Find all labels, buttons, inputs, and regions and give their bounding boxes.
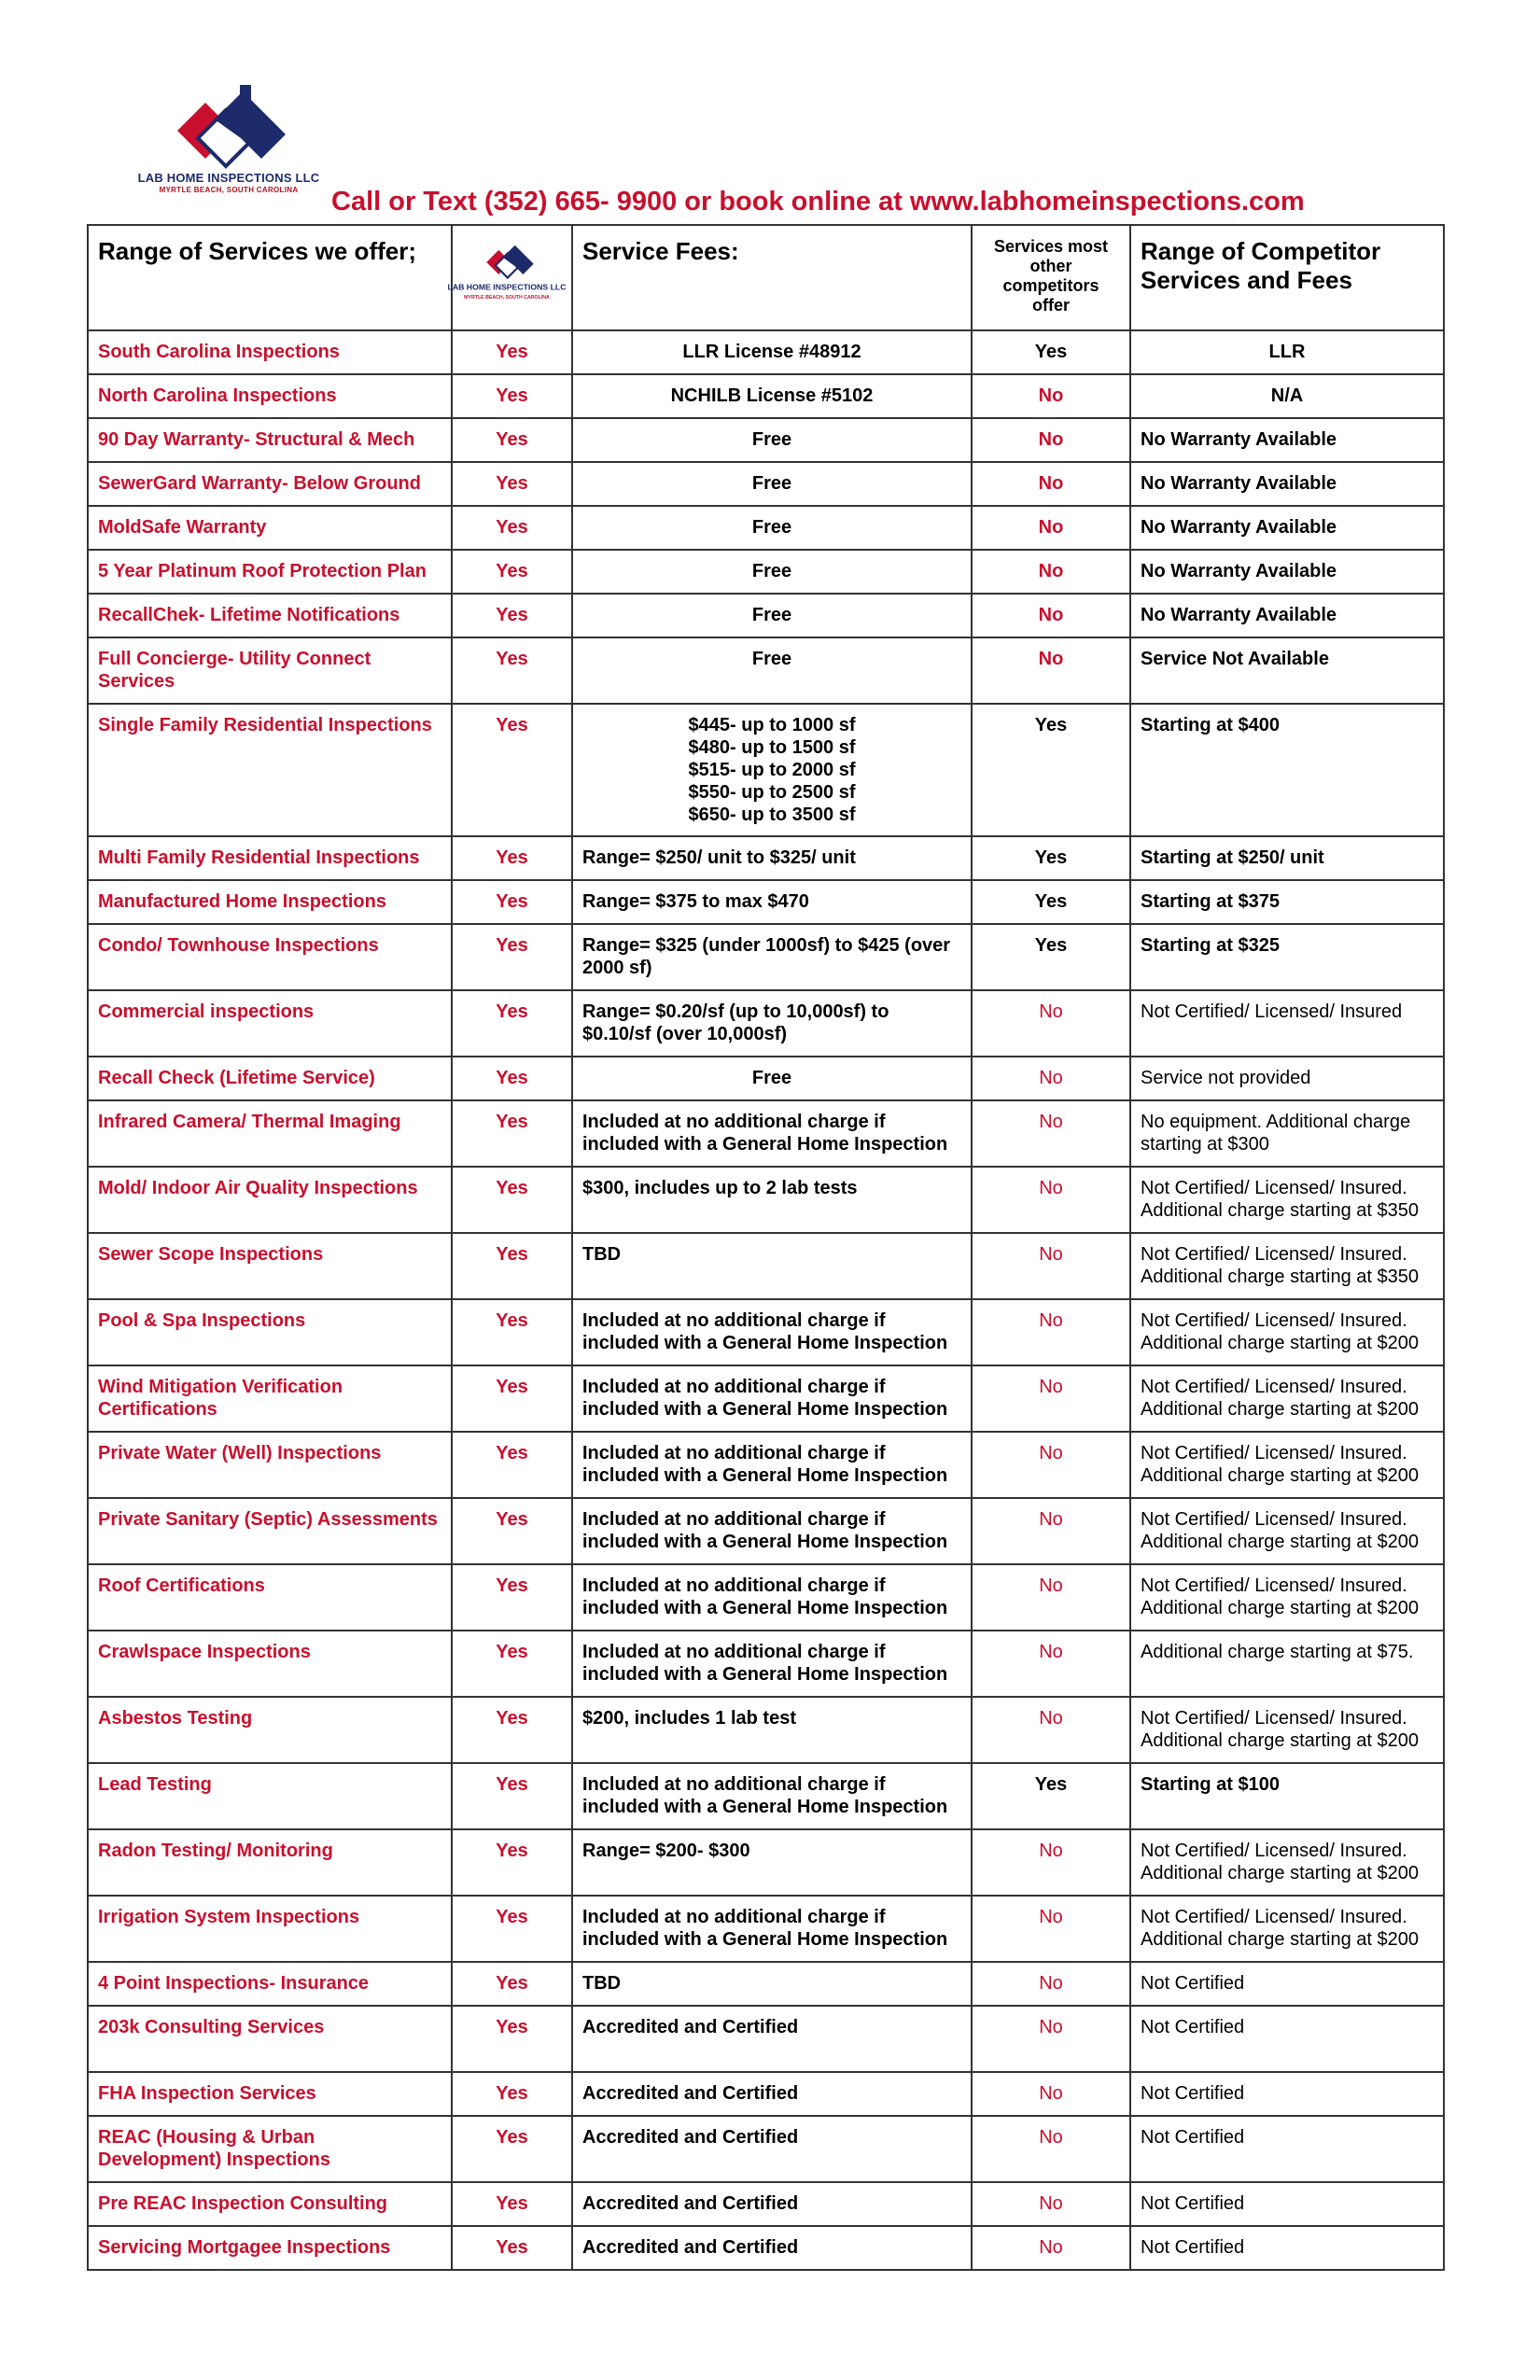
service-name-cell: Single Family Residential Inspections (88, 704, 452, 836)
fee-cell: Free (572, 506, 972, 550)
competitor-offer-cell: No (972, 1896, 1130, 1962)
competitor-offer-cell: No (972, 990, 1130, 1057)
service-name-cell: MoldSafe Warranty (88, 506, 452, 550)
competitor-offer-cell: Yes (972, 924, 1130, 990)
competitor-offer-cell: No (972, 2182, 1130, 2226)
fee-cell: Range= $250/ unit to $325/ unit (572, 836, 972, 880)
offer-cell: Yes (452, 1167, 572, 1233)
table-row (88, 418, 1444, 462)
competitor-offer-cell: No (972, 1829, 1130, 1896)
fee-cell: LLR License #48912 (572, 330, 972, 374)
competitor-offer-cell: No (972, 1167, 1130, 1233)
competitor-range-cell: No Warranty Available (1130, 550, 1444, 594)
competitor-offer-cell: No (972, 2116, 1130, 2182)
table-body (88, 330, 1444, 2270)
header-fees: Service Fees: (572, 225, 972, 330)
competitor-offer-cell: No (972, 2072, 1130, 2116)
competitor-range-cell: Not Certified (1130, 2006, 1444, 2072)
header-row (88, 225, 1444, 330)
offer-cell: Yes (452, 550, 572, 594)
service-name-cell: Wind Mitigation Verification Certifications (88, 1365, 452, 1432)
offer-cell: Yes (452, 2072, 572, 2116)
fee-cell: Included at no additional charge if included with a General Home Inspection (572, 1896, 972, 1962)
table-row (88, 1896, 1444, 1962)
fee-cell: Free (572, 594, 972, 637)
service-name-cell: Condo/ Townhouse Inspections (88, 924, 452, 990)
competitor-offer-cell: No (972, 1564, 1130, 1631)
service-name-cell: RecallChek- Lifetime Notifications (88, 594, 452, 637)
header-range: Range of Competitor Services and Fees (1130, 225, 1444, 330)
competitor-range-cell: Not Certified/ Licensed/ Insured. Additional charge starting at $200 (1130, 1299, 1444, 1365)
competitor-range-cell: Not Certified (1130, 2116, 1444, 2182)
offer-cell: Yes (452, 418, 572, 462)
competitor-offer-cell: Yes (972, 1763, 1130, 1829)
service-name-cell: Mold/ Indoor Air Quality Inspections (88, 1167, 452, 1233)
service-name-cell: Servicing Mortgagee Inspections (88, 2226, 452, 2270)
fee-cell: Included at no additional charge if included with a General Home Inspection (572, 1432, 972, 1498)
table-row (88, 462, 1444, 506)
competitor-offer-cell: No (972, 1631, 1130, 1697)
offer-cell: Yes (452, 1233, 572, 1299)
competitor-range-cell: Additional charge starting at $75. (1130, 1631, 1444, 1697)
competitor-offer-cell: No (972, 1365, 1130, 1432)
call-to-action[interactable]: Call or Text (352) 665- 9900 or book online at www.labhomeinspections.com (331, 187, 1305, 217)
service-name-cell: 203k Consulting Services (88, 2006, 452, 2072)
table-row (88, 506, 1444, 550)
header-logo (447, 225, 572, 330)
fee-cell: Accredited and Certified (572, 2226, 972, 2270)
competitor-offer-cell: No (972, 1299, 1130, 1365)
competitor-range-cell: Not Certified (1130, 1962, 1444, 2006)
table-row (88, 1233, 1444, 1299)
service-name-cell: Sewer Scope Inspections (88, 1233, 452, 1299)
table-row (88, 1299, 1444, 1365)
fee-cell: Accredited and Certified (572, 2006, 972, 2072)
fee-cell: Included at no additional charge if included with a General Home Inspection (572, 1631, 972, 1697)
competitor-range-cell: No Warranty Available (1130, 418, 1444, 462)
table-row (88, 704, 1444, 836)
service-name-cell: Irrigation System Inspections (88, 1896, 452, 1962)
fee-cell: Range= $200- $300 (572, 1829, 972, 1896)
service-name-cell: Radon Testing/ Monitoring (88, 1829, 452, 1896)
table-row (88, 1962, 1444, 2006)
competitor-range-cell: Not Certified (1130, 2072, 1444, 2116)
table-row (88, 836, 1444, 880)
offer-cell: Yes (452, 1432, 572, 1498)
table-row (88, 594, 1444, 637)
fee-cell: Included at no additional charge if included with a General Home Inspection (572, 1100, 972, 1167)
table-row (88, 330, 1444, 374)
offer-cell: Yes (452, 1631, 572, 1697)
fee-cell: Free (572, 418, 972, 462)
service-name-cell: Full Concierge- Utility Connect Services (88, 637, 452, 704)
competitor-range-cell: N/A (1130, 374, 1444, 418)
header-logo-icon (447, 237, 567, 306)
service-name-cell: Private Water (Well) Inspections (88, 1432, 452, 1498)
table-row (88, 2226, 1444, 2270)
competitor-range-cell: Not Certified/ Licensed/ Insured. Additional charge starting at $200 (1130, 1896, 1444, 1962)
fee-cell: Included at no additional charge if included with a General Home Inspection (572, 1365, 972, 1432)
offer-cell: Yes (452, 594, 572, 637)
competitor-range-cell: No Warranty Available (1130, 594, 1444, 637)
fee-cell: Included at no additional charge if included with a General Home Inspection (572, 1763, 972, 1829)
fee-cell: Accredited and Certified (572, 2116, 972, 2182)
offer-cell: Yes (452, 2116, 572, 2182)
service-name-cell: Pre REAC Inspection Consulting (88, 2182, 452, 2226)
competitor-offer-cell: No (972, 1432, 1130, 1498)
competitor-range-cell: Not Certified/ Licensed/ Insured (1130, 990, 1444, 1057)
service-name-cell: Private Sanitary (Septic) Assessments (88, 1498, 452, 1564)
service-name-cell: SewerGard Warranty- Below Ground (88, 462, 452, 506)
fee-cell: Accredited and Certified (572, 2072, 972, 2116)
competitor-range-cell: LLR (1130, 330, 1444, 374)
service-name-cell: Asbestos Testing (88, 1697, 452, 1763)
fee-line: $445- up to 1000 sf (688, 715, 856, 735)
competitor-range-cell: Starting at $325 (1130, 924, 1444, 990)
service-name-cell: South Carolina Inspections (88, 330, 452, 374)
competitor-offer-cell: No (972, 506, 1130, 550)
fee-line: $550- up to 2500 sf (688, 782, 856, 803)
service-name-cell: Lead Testing (88, 1763, 452, 1829)
competitor-offer-cell: No (972, 1100, 1130, 1167)
offer-cell: Yes (452, 506, 572, 550)
brand-name: LAB HOME INSPECTIONS LLC (137, 171, 320, 185)
competitor-offer-cell: No (972, 1498, 1130, 1564)
service-name-cell: Infrared Camera/ Thermal Imaging (88, 1100, 452, 1167)
table-row (88, 1498, 1444, 1564)
offer-cell: Yes (452, 1100, 572, 1167)
fee-cell: Free (572, 462, 972, 506)
competitor-range-cell: Not Certified/ Licensed/ Insured. Additional charge starting at $200 (1130, 1829, 1444, 1896)
competitor-offer-cell: No (972, 374, 1130, 418)
table-row (88, 1432, 1444, 1498)
fee-cell: Free (572, 1057, 972, 1100)
service-name-cell: Commercial inspections (88, 990, 452, 1057)
competitor-range-cell: Not Certified/ Licensed/ Insured. Additional charge starting at $200 (1130, 1697, 1444, 1763)
offer-cell: Yes (452, 637, 572, 704)
fee-line: $480- up to 1500 sf (688, 737, 856, 758)
header-competitors: Services most other competitors offer (972, 225, 1130, 330)
offer-cell: Yes (452, 880, 572, 924)
services-table (87, 224, 1445, 2271)
offer-cell: Yes (452, 2226, 572, 2270)
offer-cell: Yes (452, 2182, 572, 2226)
competitor-range-cell: Not Certified (1130, 2226, 1444, 2270)
table-row (88, 2116, 1444, 2182)
competitor-offer-cell: No (972, 2006, 1130, 2072)
fee-cell: TBD (572, 1233, 972, 1299)
offer-cell: Yes (452, 1896, 572, 1962)
fee-cell: TBD (572, 1962, 972, 2006)
competitor-range-cell: Not Certified/ Licensed/ Insured. Additional charge starting at $200 (1130, 1432, 1444, 1498)
offer-cell: Yes (452, 1564, 572, 1631)
table-row (88, 2006, 1444, 2072)
fee-cell: Free (572, 637, 972, 704)
offer-cell: Yes (452, 1365, 572, 1432)
brand-location: MYRTLE BEACH, SOUTH CAROLINA (159, 186, 299, 194)
competitor-offer-cell: No (972, 1233, 1130, 1299)
offer-cell: Yes (452, 1697, 572, 1763)
offer-cell: Yes (452, 1829, 572, 1896)
competitor-offer-cell: No (972, 637, 1130, 704)
table-row (88, 1100, 1444, 1167)
competitor-range-cell: Not Certified/ Licensed/ Insured. Additional charge starting at $200 (1130, 1365, 1444, 1432)
offer-cell: Yes (452, 990, 572, 1057)
service-name-cell: 5 Year Platinum Roof Protection Plan (88, 550, 452, 594)
competitor-range-cell: Starting at $250/ unit (1130, 836, 1444, 880)
fee-cell: Included at no additional charge if included with a General Home Inspection (572, 1498, 972, 1564)
service-name-cell: Crawlspace Inspections (88, 1631, 452, 1697)
competitor-range-cell: Not Certified/ Licensed/ Insured. Additional charge starting at $200 (1130, 1498, 1444, 1564)
offer-cell: Yes (452, 1498, 572, 1564)
competitor-offer-cell: No (972, 462, 1130, 506)
offer-cell: Yes (452, 2006, 572, 2072)
service-name-cell: REAC (Housing & Urban Development) Inspections (88, 2116, 452, 2182)
competitor-range-cell: No equipment. Additional charge starting at $300 (1130, 1100, 1444, 1167)
competitor-range-cell: Service not provided (1130, 1057, 1444, 1100)
offer-cell: Yes (452, 462, 572, 506)
competitor-range-cell: Starting at $375 (1130, 880, 1444, 924)
table-row (88, 1057, 1444, 1100)
fee-cell: $200, includes 1 lab test (572, 1697, 972, 1763)
svg-text:LAB HOME INSPECTIONS LLC: LAB HOME INSPECTIONS LLC (447, 282, 567, 292)
table-row (88, 880, 1444, 924)
competitor-range-cell: Not Certified (1130, 2182, 1444, 2226)
offer-cell: Yes (452, 836, 572, 880)
table-row (88, 1763, 1444, 1829)
competitor-offer-cell: No (972, 550, 1130, 594)
table-row (88, 1829, 1444, 1896)
service-name-cell: Roof Certifications (88, 1564, 452, 1631)
fee-cell: Range= $375 to max $470 (572, 880, 972, 924)
service-name-cell: Manufactured Home Inspections (88, 880, 452, 924)
table-row (88, 550, 1444, 594)
competitor-range-cell: Not Certified/ Licensed/ Insured. Additional charge starting at $350 (1130, 1167, 1444, 1233)
table-row (88, 1167, 1444, 1233)
competitor-range-cell: Starting at $100 (1130, 1763, 1444, 1829)
service-name-cell: 90 Day Warranty- Structural & Mech (88, 418, 452, 462)
competitor-offer-cell: Yes (972, 330, 1130, 374)
competitor-offer-cell: No (972, 418, 1130, 462)
fee-cell: Range= $325 (under 1000sf) to $425 (over 2000 sf) (572, 924, 972, 990)
competitor-offer-cell: Yes (972, 836, 1130, 880)
offer-cell: Yes (452, 1299, 572, 1365)
competitor-range-cell: Not Certified/ Licensed/ Insured. Additional charge starting at $200 (1130, 1564, 1444, 1631)
table-row (88, 1564, 1444, 1631)
competitor-range-cell: Service Not Available (1130, 637, 1444, 704)
fee-line: $650- up to 3500 sf (688, 805, 856, 825)
table-row (88, 1631, 1444, 1697)
offer-cell: Yes (452, 1763, 572, 1829)
svg-text:MYRTLE BEACH, SOUTH CAROLINA: MYRTLE BEACH, SOUTH CAROLINA (464, 295, 550, 301)
competitor-offer-cell: No (972, 1697, 1130, 1763)
competitor-range-cell: No Warranty Available (1130, 506, 1444, 550)
service-name-cell: Recall Check (Lifetime Service) (88, 1057, 452, 1100)
table-row (88, 2072, 1444, 2116)
service-name-cell: FHA Inspection Services (88, 2072, 452, 2116)
service-name-cell: 4 Point Inspections- Insurance (88, 1962, 452, 2006)
fee-cell: Range= $0.20/sf (up to 10,000sf) to $0.10/sf (over 10,000sf) (572, 990, 972, 1057)
fee-cell: Included at no additional charge if included with a General Home Inspection (572, 1299, 972, 1365)
offer-cell: Yes (452, 330, 572, 374)
competitor-range-cell: Starting at $400 (1130, 704, 1444, 836)
table-row (88, 990, 1444, 1057)
fee-line: $515- up to 2000 sf (688, 760, 856, 780)
fee-cell (572, 704, 972, 836)
fee-cell: NCHILB License #5102 (572, 374, 972, 418)
fee-cell: Accredited and Certified (572, 2182, 972, 2226)
offer-cell: Yes (452, 1057, 572, 1100)
table-row (88, 2182, 1444, 2226)
table-row (88, 1697, 1444, 1763)
logo-text (131, 171, 327, 194)
offer-cell: Yes (452, 374, 572, 418)
service-name-cell: Pool & Spa Inspections (88, 1299, 452, 1365)
offer-cell: Yes (452, 1962, 572, 2006)
service-name-cell: Multi Family Residential Inspections (88, 836, 452, 880)
fee-cell: Free (572, 550, 972, 594)
competitor-offer-cell: Yes (972, 880, 1130, 924)
fee-cell: $300, includes up to 2 lab tests (572, 1167, 972, 1233)
service-name-cell: North Carolina Inspections (88, 374, 452, 418)
competitor-offer-cell: No (972, 2226, 1130, 2270)
competitor-offer-cell: Yes (972, 704, 1130, 836)
competitor-offer-cell: No (972, 1057, 1130, 1100)
table-row (88, 374, 1444, 418)
table-row (88, 637, 1444, 704)
offer-cell: Yes (452, 924, 572, 990)
table-row (88, 924, 1444, 990)
competitor-range-cell: No Warranty Available (1130, 462, 1444, 506)
table-row (88, 1365, 1444, 1432)
offer-cell: Yes (452, 704, 572, 836)
competitor-offer-cell: No (972, 594, 1130, 637)
competitor-range-cell: Not Certified/ Licensed/ Insured. Additional charge starting at $350 (1130, 1233, 1444, 1299)
fee-cell: Included at no additional charge if included with a General Home Inspection (572, 1564, 972, 1631)
header-services: Range of Services we offer; (88, 225, 452, 330)
competitor-offer-cell: No (972, 1962, 1130, 2006)
